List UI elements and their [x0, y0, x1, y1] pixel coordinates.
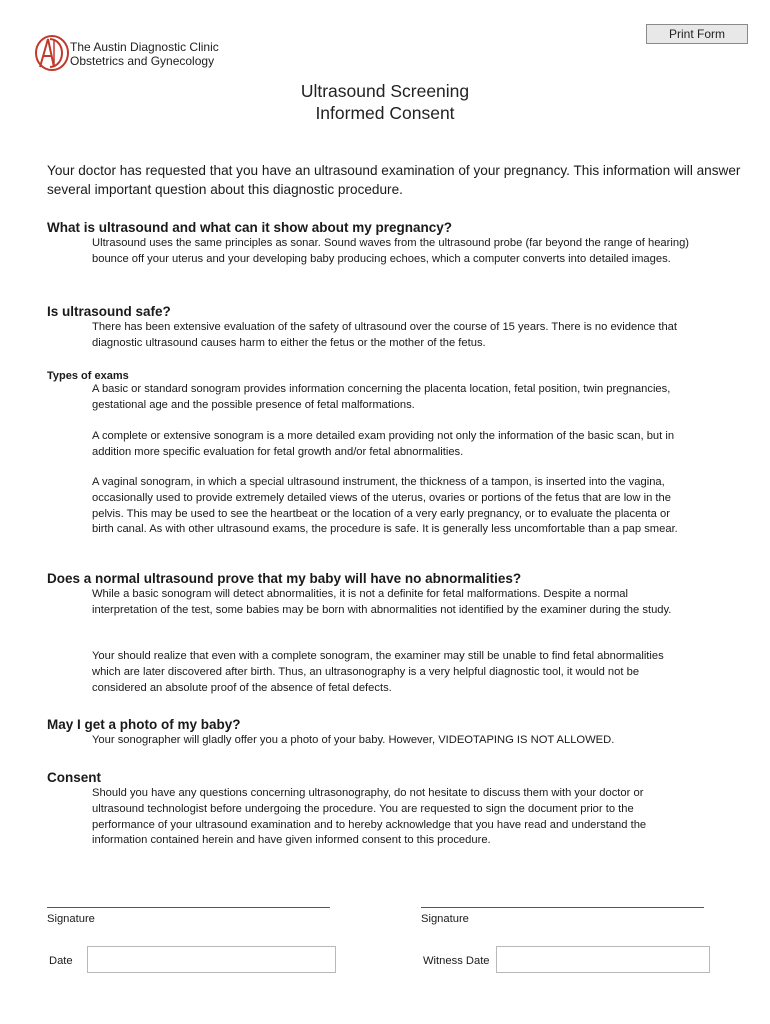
heading-is-ultrasound-safe: Is ultrasound safe? — [47, 304, 171, 319]
paragraph: There has been extensive evaluation of the safety of ultrasound over the course of 15 years. There is no evidence that diagnostic ultrasound causes harm to either the fetus or the mother of the fetus. — [92, 321, 678, 349]
body-is-ultrasound-safe — [92, 320, 692, 352]
heading-photo: May I get a photo of my baby? — [47, 717, 241, 732]
paragraph: Your should realize that even with a complete sonogram, the examiner may still be unable to find fetal abnormalities which are later discovered after birth. Thus, an ultrasonography is a very helpful diagnostic tool, it would not be considered an absolute proof of the absence of fetal defects. — [92, 650, 664, 694]
paragraph: A basic or standard sonogram provides information concerning the placenta location, fetal position, twin pregnancies, gestational age and the possible presence of fetal malformations. — [92, 383, 671, 411]
witness-date-label: Witness Date — [423, 955, 490, 967]
paragraph: A vaginal sonogram, in which a special ultrasound instrument, the thickness of a tampon, is inserted into the vagina, occasionally used to provide extremely detailed views of the uterus, ovaries or portions of the fetus that are low in the pelvis. This may be used to see the heartbeat or the location of a very early pregnancy, or to evaluate the placenta or birth canal. As with other ultrasound exams, the procedure is safe. It is generally less uncomfortable than a pap smear. — [92, 476, 678, 536]
date-input[interactable] — [87, 946, 336, 973]
clinic-logo-icon — [34, 34, 70, 72]
body-photo — [92, 733, 692, 749]
body-types-complete — [92, 429, 692, 461]
paragraph: While a basic sonogram will detect abnormalities, it is not a definite for fetal malformations. Despite a normal interpretation of the test, some babies may be born with abnormalities not identified by the examiner during the study. — [92, 588, 672, 616]
patient-signature-line[interactable] — [47, 907, 330, 908]
print-form-button[interactable]: Print Form — [646, 24, 748, 44]
body-types-vaginal — [92, 475, 692, 538]
intro-paragraph: Your doctor has requested that you have an ultrasound examination of your pregnancy. This information will answer several important question about this diagnostic procedure. — [47, 163, 741, 197]
body-consent — [92, 786, 692, 849]
page-title — [0, 80, 770, 124]
body-normal-1 — [92, 587, 692, 619]
paragraph: A complete or extensive sonogram is a more detailed exam providing not only the information of the basic scan, but in addition more specific evaluation for fetal growth and/or fetal abnormalities. — [92, 430, 675, 458]
clinic-name-line2: Obstetrics and Gynecology — [70, 54, 215, 68]
paragraph: Your sonographer will gladly offer you a photo of your baby. However, VIDEOTAPING IS NOT ALLOWED. — [92, 734, 615, 746]
paragraph: Should you have any questions concerning ultrasonography, do not hesitate to discuss them with your doctor or ultrasound technologist before undergoing the procedure. You are requested to sign the document prior to the performance of your ultrasound examination and to hereby acknowledge that you have read and understand the information contained herein and have given informed consent to this procedure. — [92, 787, 647, 847]
patient-signature-label: Signature — [47, 913, 95, 925]
heading-normal-ultrasound: Does a normal ultrasound prove that my baby will have no abnormalities? — [47, 571, 522, 586]
witness-signature-line[interactable] — [421, 907, 704, 908]
body-what-is-ultrasound — [92, 236, 692, 268]
body-types-basic — [92, 382, 692, 414]
clinic-name-line1: The Austin Diagnostic Clinic — [70, 40, 219, 54]
witness-date-input[interactable] — [496, 946, 710, 973]
page-title-line1: Ultrasound Screening — [300, 81, 470, 101]
body-normal-2 — [92, 649, 692, 696]
witness-signature-label: Signature — [421, 913, 469, 925]
paragraph: Ultrasound uses the same principles as sonar. Sound waves from the ultrasound probe (far beyond the range of hearing) bounce off your uterus and your developing baby producing echoes, which a computer converts into detailed images. — [92, 237, 690, 265]
heading-consent: Consent — [47, 770, 101, 785]
page-title-line2: Informed Consent — [315, 103, 455, 123]
heading-what-is-ultrasound: What is ultrasound and what can it show about my pregnancy? — [47, 220, 453, 235]
heading-types-of-exams: Types of exams — [47, 370, 129, 382]
date-label: Date — [49, 955, 73, 967]
clinic-name — [70, 40, 219, 68]
